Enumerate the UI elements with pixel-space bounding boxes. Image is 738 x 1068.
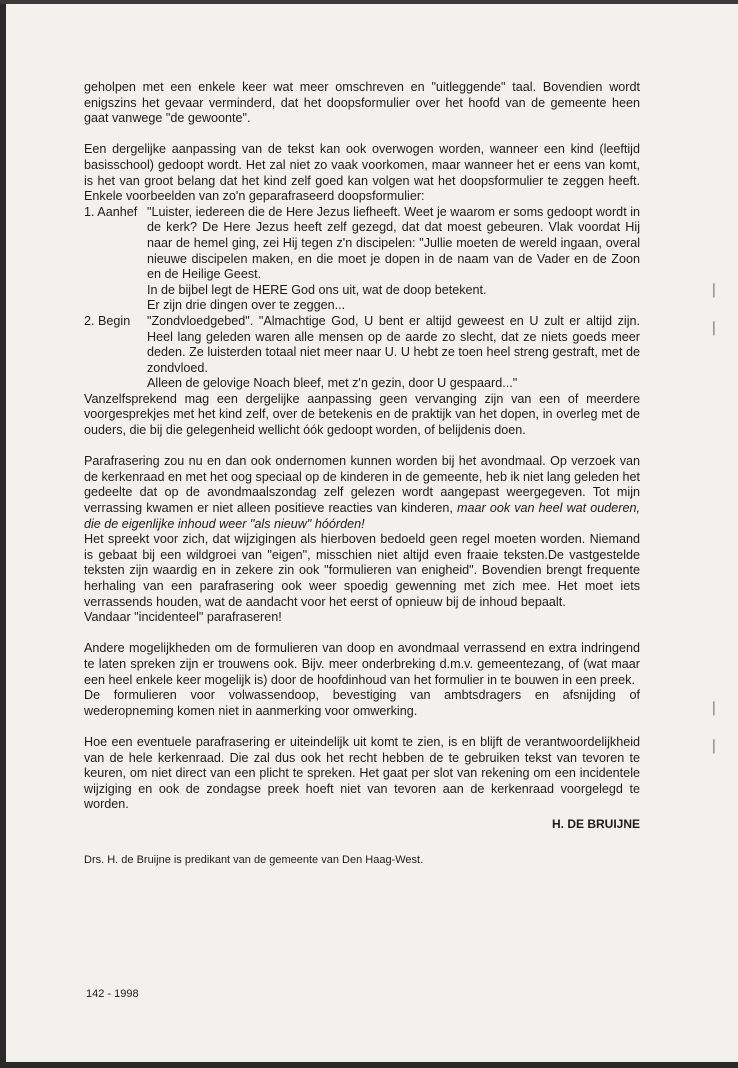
paragraph-8: De formulieren voor volwassendoop, bevestiging van ambtsdragers en afsnijding of wederopneming komen niet in aanmerking voor omwerking. (84, 688, 640, 718)
list-item-line: Er zijn drie dingen over te zeggen... (147, 298, 346, 313)
list-item-begin (84, 314, 640, 376)
list-item-text: "Luister, iedereen die de Here Jezus liefheeft. Weet je waarom er soms gedoopt wordt in de kerk? De Here Jezus heeft zelf gezegd, dat dat moest gebeuren. Vlak voordat Hij naar de hemel ging, zei Hij tegen z'n discipelen: "Jullie moeten de wereld ingaan, overal nieuwe discipelen maken, en die moet je dopen in de naam van de Vader en de Zoon en de Heilige Geest. (147, 204, 640, 282)
page-number: 142 - 1998 (86, 988, 139, 1000)
paragraph-4-italic: maar ook van heel wat ouderen, die de eigenlijke inhoud weer "als nieuw" hóórden! (84, 501, 641, 531)
paragraph-2: Een dergelijke aanpassing van de tekst kan ook overwogen worden, wanneer een kind (leeftijd basisschool) gedoopt wordt. Het zal niet zo vaak voorkomen, maar wanneer het er eens van komt, is het van groot belang dat het kind zelf goed kan volgen wat het doopsformulier te zeggen heeft. Enkele voorbeelden van zo'n geparafraseerd doopsformulier: (84, 142, 640, 204)
list-item-line: Alleen de gelovige Noach bleef, met z'n gezin, door U gespaard..." (147, 376, 518, 391)
list-item-line: In de bijbel legt de HERE God ons uit, wat de doop betekent. (147, 282, 487, 297)
show-through-mark: ❘ (708, 738, 720, 754)
list-item-label: 2. Begin (84, 313, 131, 328)
paragraph-4 (84, 454, 640, 532)
author-signature: H. DE BRUIJNE (551, 816, 640, 831)
paragraph-4-text: Parafrasering zou nu en dan ook ondernomen kunnen worden bij het avondmaal. Op verzoek van de kerkenraad en met het oog speciaal op de kinderen in de gemeente, heb ik niet lang geleden het gedeelte dat op de avondmaalszondag zelf gelezen wordt aangepast weergegeven. Tot mijn verrassing kwamen er niet alleen positieve reacties van kinderen, (84, 454, 640, 516)
paragraph-3: Vanzelfsprekend mag een dergelijke aanpassing geen vervanging zijn van een of meerdere voorgesprekjes met het kind zelf, over de betekenis en de praktijk van het dopen, in overleg met de ouders, die bij die gelegenheid wellicht óók gedoopt worden, of belijdenis doen. (84, 391, 640, 438)
show-through-mark: ❘ (708, 700, 720, 716)
list-item-text: "Zondvloedgebed". "Almachtige God, U bent er altijd geweest en U zult er altijd zijn. Heel lang geleden waren alle mensen op de aarde zo slecht, dat ze niets goeds meer deden. Ze luisterden totaal niet meer naar U. U hebt ze toen heel streng gestraft, met de zondvloed. (147, 313, 640, 375)
article-body (84, 80, 640, 867)
scan-edge-top (0, 0, 738, 4)
scan-edge-left (0, 0, 6, 1068)
paragraph-6: Vandaar "incidenteel" parafraseren! (84, 610, 282, 625)
scan-edge-bottom (0, 1062, 738, 1068)
list-item-label: 1. Aanhef (84, 204, 138, 219)
author-footnote: Drs. H. de Bruijne is predikant van de gemeente van Den Haag-West. (84, 853, 424, 866)
paragraph-1: geholpen met een enkele keer wat meer omschreven en "uitleggende" taal. Bovendien wordt enigszins het gevaar verminderd, dat het doopsformulier over het hoofd van de gemeente heen gaat vanwege "de gewoonte". (84, 80, 640, 126)
show-through-mark: ❘ (708, 320, 720, 336)
paragraph-7: Andere mogelijkheden om de formulieren van doop en avondmaal verrassend en extra indringend te laten spreken zijn er trouwens ook. Bijv. meer onderbreking d.m.v. gemeentezang, of (wat maar een heel enkele keer mogelijk is) door de hoofdinhoud van het formulier in te bouwen in een preek. (84, 641, 640, 687)
paragraph-9: Hoe een eventuele parafrasering er uiteindelijk uit komt te zien, is en blijft de verantwoordelijkheid van de hele kerkenraad. Die zal dus ook het recht hebben de te gebruiken tekst van tevoren te keuren, om niet direct van een plicht te spreken. Het gaat per slot van rekening om een incidentele wijziging en ook de zondagse preek hoeft niet van tevoren aan de kerkenraad voorgelegd te worden. (84, 734, 640, 812)
show-through-mark: ❘ (708, 282, 720, 298)
list-item-aanhef (84, 205, 640, 283)
paragraph-5: Het spreekt voor zich, dat wijzigingen als hierboven bedoeld geen regel moeten worden. Niemand is gebaat bij een wildgroei van "eigen", misschien niet altijd even fraaie teksten.De vastgestelde teksten zijn waardig en in zekere zin ook "formulieren van enigheid". Bovendien brengt frequente herhaling van een parafrasering ook weer spoedig gewenning met zich mee. Het moet iets verrassends houden, wat de aandacht voor het eerst of opnieuw bij de inhoud bepaalt. (84, 532, 640, 609)
